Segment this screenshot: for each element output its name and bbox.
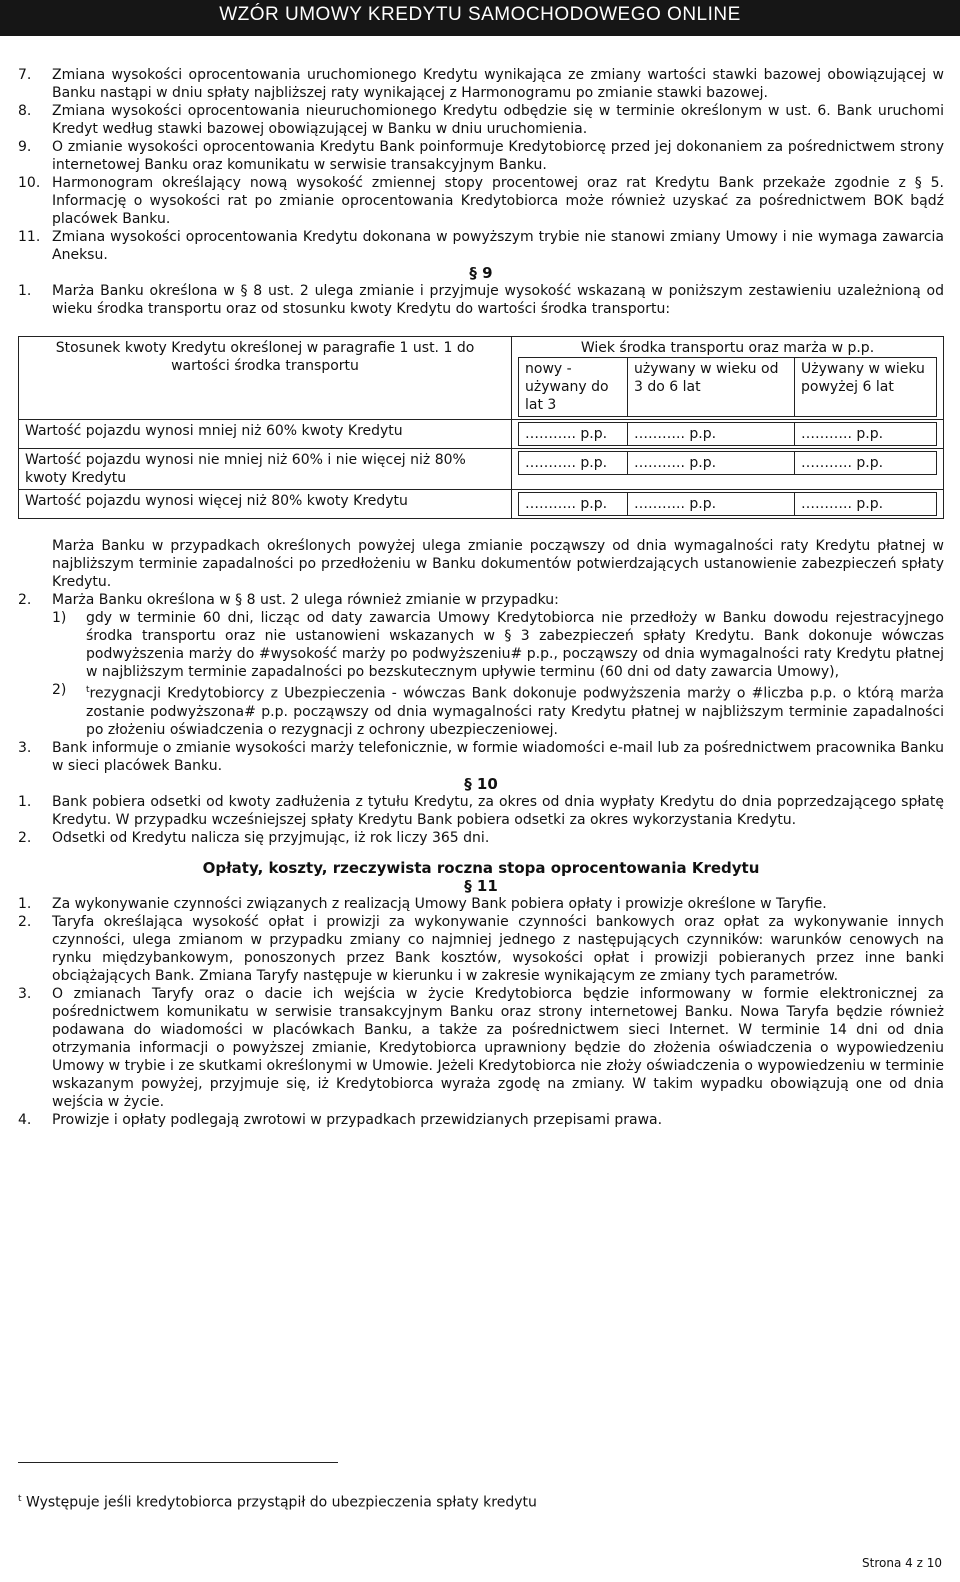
s11-item-1: 1. Za wykonywanie czynności związanych z realizacją Umowy Bank pobiera opłaty i prowizje określone w Taryfie.	[18, 895, 827, 912]
table-subheader: nowy - używany do lat 3 używany w wieku od 3 do 6 lat Używany w wieku powyżej 6 lat	[518, 357, 937, 417]
s8-item-8: 8. Zmiana wysokości oprocentowania nieuruchomionego Kredytu odbędzie się w terminie określonym w ust. 6. Bank uruchomi Kredyt według stawki bazowej obowiązującej w Banku w dniu uruchomienia.	[18, 103, 944, 137]
footnote-marker: t	[18, 1494, 22, 1504]
s9-item-2: 2. Marża Banku określona w § 8 ust. 2 ulega również zmianie w przypadku:	[18, 592, 559, 608]
s9-item-3: 3. Bank informuje o zmianie wysokości marży telefonicznie, w formie wiadomości e-mail lub za pośrednictwem pracownika Banku w sieci placówek Banku.	[18, 739, 944, 774]
s11-item-4: 4. Prowizje i opłaty podlegają zwrotowi w przypadkach przewidzianych przepisami prawa.	[18, 1111, 663, 1128]
s8-item-7: 7. Zmiana wysokości oprocentowania uruchomionego Kredytu wynikająca ze zmiany wartości stawki bazowej obowiązującej w Banku nastąpi w dniu spłaty najbliższej raty wynikającej z Harmonogramu po zmianie stawki bazowej.	[18, 67, 944, 101]
section-sign-10: § 10	[464, 774, 498, 793]
s8-item-9: 9. O zmianie wysokości oprocentowania Kredytu Bank poinformuje Kredytobiorcę przed jej dokonaniem za pośrednictwem strony internetowej Banku oraz komunikatu w serwisie transakcyjnym Banku.	[18, 139, 944, 173]
document-title: WZÓR UMOWY KREDYTU SAMOCHODOWEGO ONLINE	[219, 4, 741, 25]
document-header	[0, 0, 960, 36]
s11-item-3: 3. O zmianach Taryfy oraz o dacie ich wejścia w życie Kredytobiorca będzie informowany w formie elektronicznej za pośrednictwem komunikatu w serwisie transakcyjnym Banku oraz strony internetowej Banku. Nowa Taryfa będzie również podawana do wiadomości w placówkach Banku, a także za pośrednictwem sieci Internet. W terminie 14 dni od dnia otrzymania informacji o powyższej zmianie, Kredytobiorca uprawniony będzie do złożenia oświadczenia o wypowiedzeniu Umowy w trybie i ze skutkami określonymi w Umowie. Jeżeli Kredytobiorca nie złoży oświadczenia o wypowiedzeniu w terminie wskazanym powyżej, przyjmuje się, iż Kredytobiorca wyraża zgodę na zmiany. W takim wypadku obowiązują one od dnia wejścia w życie.	[18, 985, 944, 1110]
s10-item-1: 1. Bank pobiera odsetki od kwoty zadłużenia z tytułu Kredytu, za okres od dnia wypłaty Kredytu do dnia poprzedzającego spłatę Kredytu. W przypadku wcześniejszej spłaty Kredytu Bank pobiera odsetki za okres wykorzystania Kredytu.	[18, 793, 944, 828]
section-title: Opłaty, koszty, rzeczywista roczna stopa oprocentowania Kredytu	[202, 858, 760, 877]
s11-item-2: 2. Taryfa określająca wysokość opłat i prowizji za wykonywanie czynności bankowych oraz opłat za wykonywanie innych czynności, ulega zmianom w przypadku zmiany co najmniej jednego z następujących czynników: warunków cenowych na rynku międzybankowym, ponoszonych przez Bank kosztów, wysokości opłat i prowizji pobieranych przez inne banki obciążających Bank. Zmiana Taryfy następuje w kierunku i w zakresie wynikającym ze zmiany tych parametrów.	[18, 913, 944, 984]
section-sign-11: § 11	[464, 876, 498, 895]
s9-after-table: Marża Banku w przypadkach określonych powyżej ulega zmianie począwszy od dnia wymagalności raty Kredytu płatnej w najbliższym terminie zapadalności po przedłożeniu w Banku dokumentów potwierdzających ustanowienie zabezpieczeń spłaty Kredytu.	[52, 538, 944, 590]
table-row: Wartość pojazdu wynosi nie mniej niż 60% i nie więcej niż 80% kwoty Kredytu ……….. p.p. ……….. p.p. ……….. p.p.	[19, 449, 944, 490]
footnote	[18, 1490, 537, 1512]
s10-item-2: 2. Odsetki od Kredytu nalicza się przyjmując, iż rok liczy 365 dni.	[18, 829, 490, 846]
table-header-right: Wiek środka transportu oraz marża w p.p. nowy - używany do lat 3 używany w wieku od 3 do 6 lat Używany w wieku powyżej 6 lat	[512, 337, 944, 420]
section-sign-9: § 9	[469, 264, 493, 282]
s8-item-11: 11. Zmiana wysokości oprocentowania Kredytu dokonana w powyższym trybie nie stanowi zmiany Umowy i nie wymaga zawarcia Aneksu.	[18, 229, 944, 263]
s9-item-2-1: 1) gdy w terminie 60 dni, licząc od daty zawarcia Umowy Kredytobiorca nie przedłoży w Banku dowodu rejestracyjnego środka transportu oraz nie ustanowieni wskazanych w § 3 zabezpieczeń spłaty Kredytu. Bank dokonuje wówczas podwyższenia marży do #wysokość marży po podwyższeniu# p.p., począwszy od dnia wymagalności raty Kredytu płatnej w najbliższym terminie zapadalności po bezskutecznym upływie terminu (60 dni od daty zawarcia Umowy),	[52, 610, 944, 680]
s9-item-1: 1. Marża Banku określona w § 8 ust. 2 ulega zmianie i przyjmuje wysokość wskazaną w poniższym zestawieniu uzależnioną od wieku środka transportu oraz od stosunku kwoty Kredytu do wartości środka transportu:	[18, 283, 944, 317]
document-body	[18, 66, 944, 1129]
table-header-left: Stosunek kwoty Kredytu określonej w paragrafie 1 ust. 1 do wartości środka transportu	[19, 337, 512, 420]
table-row: Wartość pojazdu wynosi więcej niż 80% kwoty Kredytu ……….. p.p. ……….. p.p. ……….. p.p.	[19, 490, 944, 519]
footnote-text: Występuje jeśli kredytobiorca przystąpił do ubezpieczenia spłaty kredytu	[25, 1494, 537, 1511]
page-number: Strona 4 z 10	[862, 1556, 942, 1570]
footnote-ref: t	[86, 685, 90, 695]
table-row: Wartość pojazdu wynosi mniej niż 60% kwoty Kredytu ……….. p.p. ……….. p.p. ……….. p.p.	[19, 420, 944, 449]
s9-item-2-2: 2) $^t$rezygnacji Kredytobiorcy z Ubezpieczenia - wówczas Bank dokonuje podwyższenia marży o #liczba p.p. o którą marża zostanie podwyższona# p.p. począwszy od dnia wymagalności raty Kredytu płatnej w najbliższym terminie zapadalności po złożeniu oświadczenia o rezygnacji z ochrony ubezpieczeniowej.	[52, 682, 944, 738]
margin-table	[18, 336, 944, 519]
footnote-divider	[18, 1462, 338, 1463]
s8-item-10: 10. Harmonogram określający nową wysokość zmiennej stopy procentowej oraz rat Kredytu Bank przekaże zgodnie z § 5. Informację o wysokości rat po zmianie oprocentowania Kredytobiorca może również uzyskać za pośrednictwem BOK bądź placówek Banku.	[18, 175, 944, 227]
